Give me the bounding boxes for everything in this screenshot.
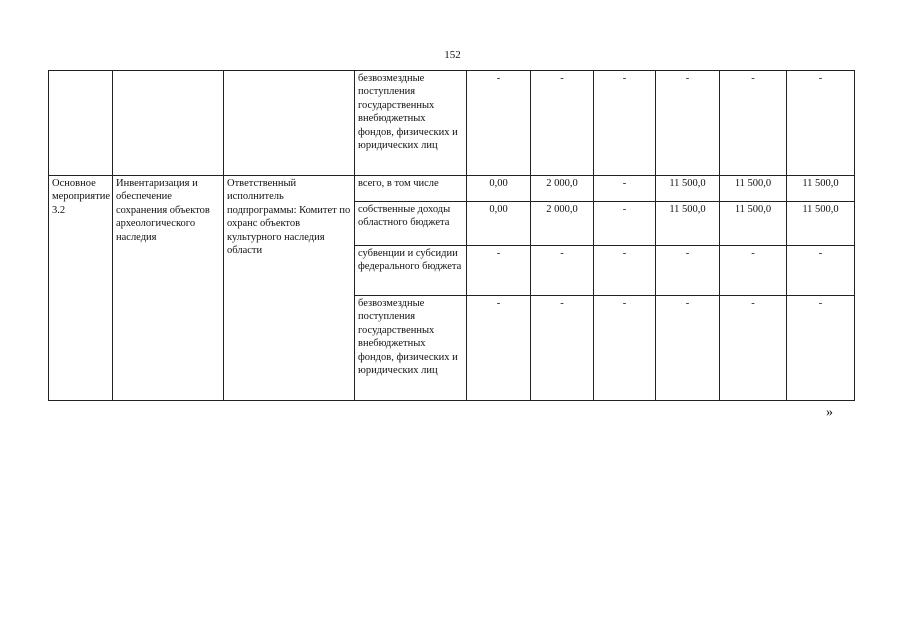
- table-row: [49, 71, 855, 176]
- value-cell: -: [467, 246, 531, 296]
- executor-cell: Ответственный исполнитель подпрограммы: Комитет по охранс объектов культурного наследия области: [224, 176, 355, 401]
- value-cell: -: [594, 71, 656, 176]
- value-cell: -: [787, 71, 855, 176]
- budget-table: [48, 70, 855, 401]
- page-number: 152: [444, 49, 461, 61]
- value-cell: -: [594, 176, 656, 202]
- measure-name-cell: Инвентаризация и обеспечение сохранения объектов археологического наследия: [113, 176, 224, 401]
- funding-source-cell: субвенции и субсидии федерального бюджета: [355, 246, 467, 296]
- measure-code-cell: Основное мероприятие 3.2: [49, 176, 113, 401]
- closing-quote-mark: »: [826, 405, 833, 420]
- value-cell: -: [594, 296, 656, 401]
- value-cell: -: [531, 71, 594, 176]
- value-cell: -: [594, 246, 656, 296]
- value-cell: 11 500,0: [720, 176, 787, 202]
- value-cell: 11 500,0: [720, 202, 787, 246]
- value-cell: -: [787, 246, 855, 296]
- value-cell: 11 500,0: [787, 202, 855, 246]
- value-cell: -: [720, 296, 787, 401]
- value-cell: -: [656, 296, 720, 401]
- value-cell: -: [531, 246, 594, 296]
- funding-source-cell: собственные доходы областного бюджета: [355, 202, 467, 246]
- empty-cell: [113, 71, 224, 176]
- funding-source-cell: безвозмездные поступления государственных внебюджетных фондов, физических и юридических лиц: [355, 296, 467, 401]
- value-cell: 2 000,0: [531, 202, 594, 246]
- value-cell: 11 500,0: [656, 176, 720, 202]
- funding-source-cell: всего, в том числе: [355, 176, 467, 202]
- value-cell: 0,00: [467, 176, 531, 202]
- value-cell: -: [720, 71, 787, 176]
- value-cell: -: [656, 246, 720, 296]
- funding-source-cell: безвозмездные поступления государственных внебюджетных фондов, физических и юридических лиц: [355, 71, 467, 176]
- value-cell: -: [594, 202, 656, 246]
- value-cell: -: [656, 71, 720, 176]
- value-cell: -: [467, 296, 531, 401]
- value-cell: 11 500,0: [656, 202, 720, 246]
- value-cell: -: [787, 296, 855, 401]
- empty-cell: [49, 71, 113, 176]
- value-cell: 11 500,0: [787, 176, 855, 202]
- table-row: [49, 176, 855, 202]
- value-cell: 2 000,0: [531, 176, 594, 202]
- value-cell: -: [467, 71, 531, 176]
- value-cell: -: [531, 296, 594, 401]
- empty-cell: [224, 71, 355, 176]
- value-cell: 0,00: [467, 202, 531, 246]
- value-cell: -: [720, 246, 787, 296]
